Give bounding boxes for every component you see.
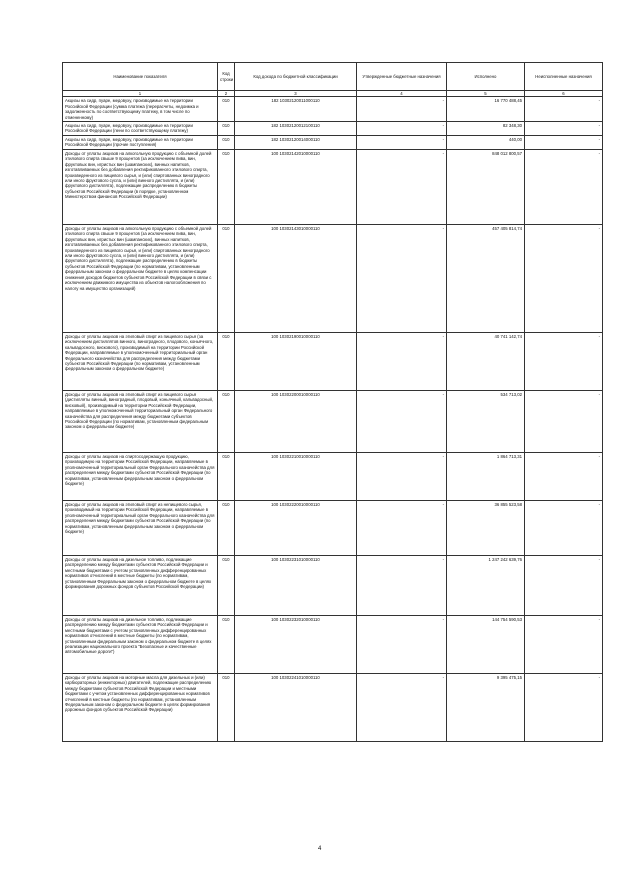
table-row bbox=[63, 391, 603, 453]
table-row bbox=[63, 136, 603, 150]
row-name-cell: Доходы от уплаты акцизов на дизельное топливо, подлежащие распределению между бюджетами субъектов Российской Федерации и местными бюджетами с учетом установленных дифференцированных нормативов отчислений в местные бюджеты (по нормативам, установленным Федеральным законом о федеральном бюджете в целях формирования дорожных фондов субъектов Российской Федерации) bbox=[63, 556, 218, 616]
row-code-cell: 010 bbox=[218, 136, 235, 150]
row-name-cell: Доходы от уплаты акцизов на дизельное топливо, подлежащие распределению между бюджетами субъектов Российской Федерации и местными бюджетами с учетом установленных дифференцированных нормативов отчислений в местные бюджеты (по нормативам, установленным федеральным законом о федеральном бюджете в целях реализации национального проекта "Безопасные и качественные автомобильные дороги") bbox=[63, 616, 218, 674]
row-unexecuted-cell: - bbox=[525, 136, 603, 150]
table-body bbox=[63, 97, 603, 742]
row-approved-cell: - bbox=[357, 122, 447, 136]
row-code-cell: 010 bbox=[218, 501, 235, 556]
row-executed-cell: 40 741 142,74 bbox=[447, 333, 525, 391]
row-executed-cell: 36 855 523,58 bbox=[447, 501, 525, 556]
row-code-cell: 010 bbox=[218, 225, 235, 333]
column-number: 3 bbox=[235, 91, 357, 97]
row-unexecuted-cell: - bbox=[525, 150, 603, 225]
table-row bbox=[63, 225, 603, 333]
row-unexecuted-cell: - bbox=[525, 122, 603, 136]
row-name-cell: Акцизы на сидр, пуаре, медовуху, производимые на территории Российской Федерации (пени по соответствующему платежу) bbox=[63, 122, 218, 136]
row-name-cell: Доходы от уплаты акцизов на этиловый спирт из непищевого сырья, производимый на территории Российской Федерации, направляемые в уполномоченный территориальный орган Федерального казначейства для распределения между бюджетами субъектов Российской Федерации (по нормативам, установленным федеральным законом о федеральном бюджете) bbox=[63, 501, 218, 556]
row-executed-cell: 144 754 590,53 bbox=[447, 616, 525, 674]
row-approved-cell: - bbox=[357, 391, 447, 453]
row-kbk-cell: 100 10302143010000110 bbox=[235, 225, 357, 333]
row-name-cell: Акцизы на сидр, пуаре, медовуху, производимые на территории Российской Федерации (сумма платежа (перерасчеты, недоимка и задолженность по соответствующему платежу, в том числе по отмененному) bbox=[63, 97, 218, 122]
row-approved-cell: - bbox=[357, 674, 447, 742]
row-unexecuted-cell: - bbox=[525, 97, 603, 122]
row-unexecuted-cell: - bbox=[525, 674, 603, 742]
row-kbk-cell: 182 10302120011000110 bbox=[235, 97, 357, 122]
row-executed-cell: 534 713,02 bbox=[447, 391, 525, 453]
report-table bbox=[62, 62, 603, 742]
row-executed-cell: 1 864 713,31 bbox=[447, 453, 525, 501]
row-name-cell: Доходы от уплаты акцизов на моторные масла для дизельных и (или) карбюраторных (инжекторных) двигателей, подлежащие распределению между бюджетами субъектов Российской Федерации и местными бюджетами с учетом установленных дифференцированных нормативов отчислений в местные бюджеты (по нормативам, установленным Федеральным законом о федеральном бюджете в целях формирования дорожных фондов субъектов Российской Федерации) bbox=[63, 674, 218, 742]
row-approved-cell: - bbox=[357, 225, 447, 333]
row-name-cell: Доходы от уплаты акцизов на алкогольную продукцию с объемной долей этилового спирта свыше 9 процентов (за исключением пива, вин, фруктовых вин, игристых вин (шампанских), винных напитков, изготавливаемых без добавления ректификованного этилового спирта, произведенного из пищевого сырья, и (или) спиртованных виноградного или иного фруктового сусла, и (или) винного дистиллята, и (или) фруктового дистиллята), подлежащие распределению в бюджеты субъектов Российской Федерации (в порядке, установленном Министерством финансов Российской Федерации) bbox=[63, 150, 218, 225]
row-approved-cell: - bbox=[357, 556, 447, 616]
row-name-cell: Доходы от уплаты акцизов на спиртосодержащую продукцию, производимую на территории Российской Федерации, направляемые в уполномоченный территориальный орган Федерального казначейства для распределения между бюджетами субъектов Российской Федерации (по нормативам, установленным федеральным законом о федеральном бюджете) bbox=[63, 453, 218, 501]
row-code-cell: 010 bbox=[218, 453, 235, 501]
header-code: Код строки bbox=[218, 63, 235, 91]
table-row bbox=[63, 501, 603, 556]
table-row bbox=[63, 616, 603, 674]
row-approved-cell: - bbox=[357, 501, 447, 556]
row-code-cell: 010 bbox=[218, 556, 235, 616]
table-row bbox=[63, 453, 603, 501]
column-number: 5 bbox=[447, 91, 525, 97]
row-unexecuted-cell: - bbox=[525, 225, 603, 333]
row-executed-cell: 440,00 bbox=[447, 136, 525, 150]
header-unexecuted: Неисполненные назначения bbox=[525, 63, 603, 91]
column-number: 1 bbox=[63, 91, 218, 97]
row-unexecuted-cell: - bbox=[525, 391, 603, 453]
row-executed-cell: 82 348,30 bbox=[447, 122, 525, 136]
row-code-cell: 010 bbox=[218, 122, 235, 136]
row-executed-cell: 16 770 488,45 bbox=[447, 97, 525, 122]
row-kbk-cell: 100 10302231010000110 bbox=[235, 556, 357, 616]
row-name-cell: Акцизы на сидр, пуаре, медовуху, производимые на территории Российской Федерации (прочие поступления) bbox=[63, 136, 218, 150]
row-kbk-cell: 100 10302220010000110 bbox=[235, 501, 357, 556]
column-number: 6 bbox=[525, 91, 603, 97]
table-row bbox=[63, 674, 603, 742]
row-approved-cell: - bbox=[357, 136, 447, 150]
row-code-cell: 010 bbox=[218, 150, 235, 225]
table-row bbox=[63, 333, 603, 391]
row-kbk-cell: 100 10302142010000110 bbox=[235, 150, 357, 225]
header-approved: Утвержденные бюджетные назначения bbox=[357, 63, 447, 91]
row-approved-cell: - bbox=[357, 97, 447, 122]
page-number: 4 bbox=[318, 846, 322, 852]
row-executed-cell: 848 012 800,57 bbox=[447, 150, 525, 225]
row-code-cell: 010 bbox=[218, 674, 235, 742]
row-code-cell: 010 bbox=[218, 97, 235, 122]
row-executed-cell: 1 247 242 639,76 bbox=[447, 556, 525, 616]
row-executed-cell: 457 405 814,74 bbox=[447, 225, 525, 333]
row-kbk-cell: 100 10302241010000110 bbox=[235, 674, 357, 742]
row-unexecuted-cell: - bbox=[525, 556, 603, 616]
header-executed: Исполнено bbox=[447, 63, 525, 91]
header-row bbox=[63, 63, 603, 91]
row-unexecuted-cell: - bbox=[525, 333, 603, 391]
table-row bbox=[63, 556, 603, 616]
row-kbk-cell: 100 10302200010000110 bbox=[235, 391, 357, 453]
row-unexecuted-cell: - bbox=[525, 501, 603, 556]
table-row bbox=[63, 150, 603, 225]
row-code-cell: 010 bbox=[218, 391, 235, 453]
row-code-cell: 010 bbox=[218, 333, 235, 391]
row-kbk-cell: 100 10302232010000110 bbox=[235, 616, 357, 674]
column-number: 4 bbox=[357, 91, 447, 97]
row-approved-cell: - bbox=[357, 150, 447, 225]
column-number: 2 bbox=[218, 91, 235, 97]
row-approved-cell: - bbox=[357, 616, 447, 674]
row-kbk-cell: 182 10302120012100110 bbox=[235, 122, 357, 136]
row-name-cell: Доходы от уплаты акцизов на этиловый спирт из пищевого сырья (дистилляты винный, виноградный, плодовый, коньячный, кальвадосный, висковый), производимый на территории Российской Федерации, направляемые в уполномоченный территориальный орган Федерального казначейства для распределения между бюджетами субъектов Российской Федерации (по нормативам, установленным федеральным законом о федеральном бюджете) bbox=[63, 391, 218, 453]
row-kbk-cell: 182 10302120014000110 bbox=[235, 136, 357, 150]
row-approved-cell: - bbox=[357, 453, 447, 501]
table-row bbox=[63, 97, 603, 122]
row-code-cell: 010 bbox=[218, 616, 235, 674]
row-approved-cell: - bbox=[357, 333, 447, 391]
row-unexecuted-cell: - bbox=[525, 453, 603, 501]
table-row bbox=[63, 122, 603, 136]
row-unexecuted-cell: - bbox=[525, 616, 603, 674]
row-kbk-cell: 100 10302210010000110 bbox=[235, 453, 357, 501]
row-executed-cell: 9 395 475,15 bbox=[447, 674, 525, 742]
row-name-cell: Доходы от уплаты акцизов на алкогольную продукцию с объемной долей этилового спирта свыше 9 процентов (за исключением пива, вин, фруктовых вин, игристых вин (шампанских), винных напитков, изготавливаемых без добавления ректификованного этилового спирта, произведенного из пищевого сырья, и (или) спиртованных виноградного или иного фруктового сусла, и (или) винного дистиллята, и (или) фруктового дистиллята), подлежащие распределению в бюджеты субъектов Российской Федерации (по нормативам, установленным федеральным законом о федеральном бюджете в целях компенсации снижения доходов бюджетов субъектов Российской Федерации в связи с исключением движимого имущества из объектов налогообложения по налогу на имущество организаций) bbox=[63, 225, 218, 333]
row-name-cell: Доходы от уплаты акцизов на этиловый спирт из пищевого сырья (за исключением дистиллятов винного, виноградного, плодового, коньячного, кальвадосного, вискового), производимый на территории Российской Федерации, направляемые в уполномоченный территориальный орган Федерального казначейства для распределения между бюджетами субъектов Российской Федерации (по нормативам, установленным федеральным законом о федеральном бюджете) bbox=[63, 333, 218, 391]
header-kbk: Код дохода по бюджетной классификации bbox=[235, 63, 357, 91]
header-name: Наименование показателя bbox=[63, 63, 218, 91]
row-kbk-cell: 100 10302190010000110 bbox=[235, 333, 357, 391]
